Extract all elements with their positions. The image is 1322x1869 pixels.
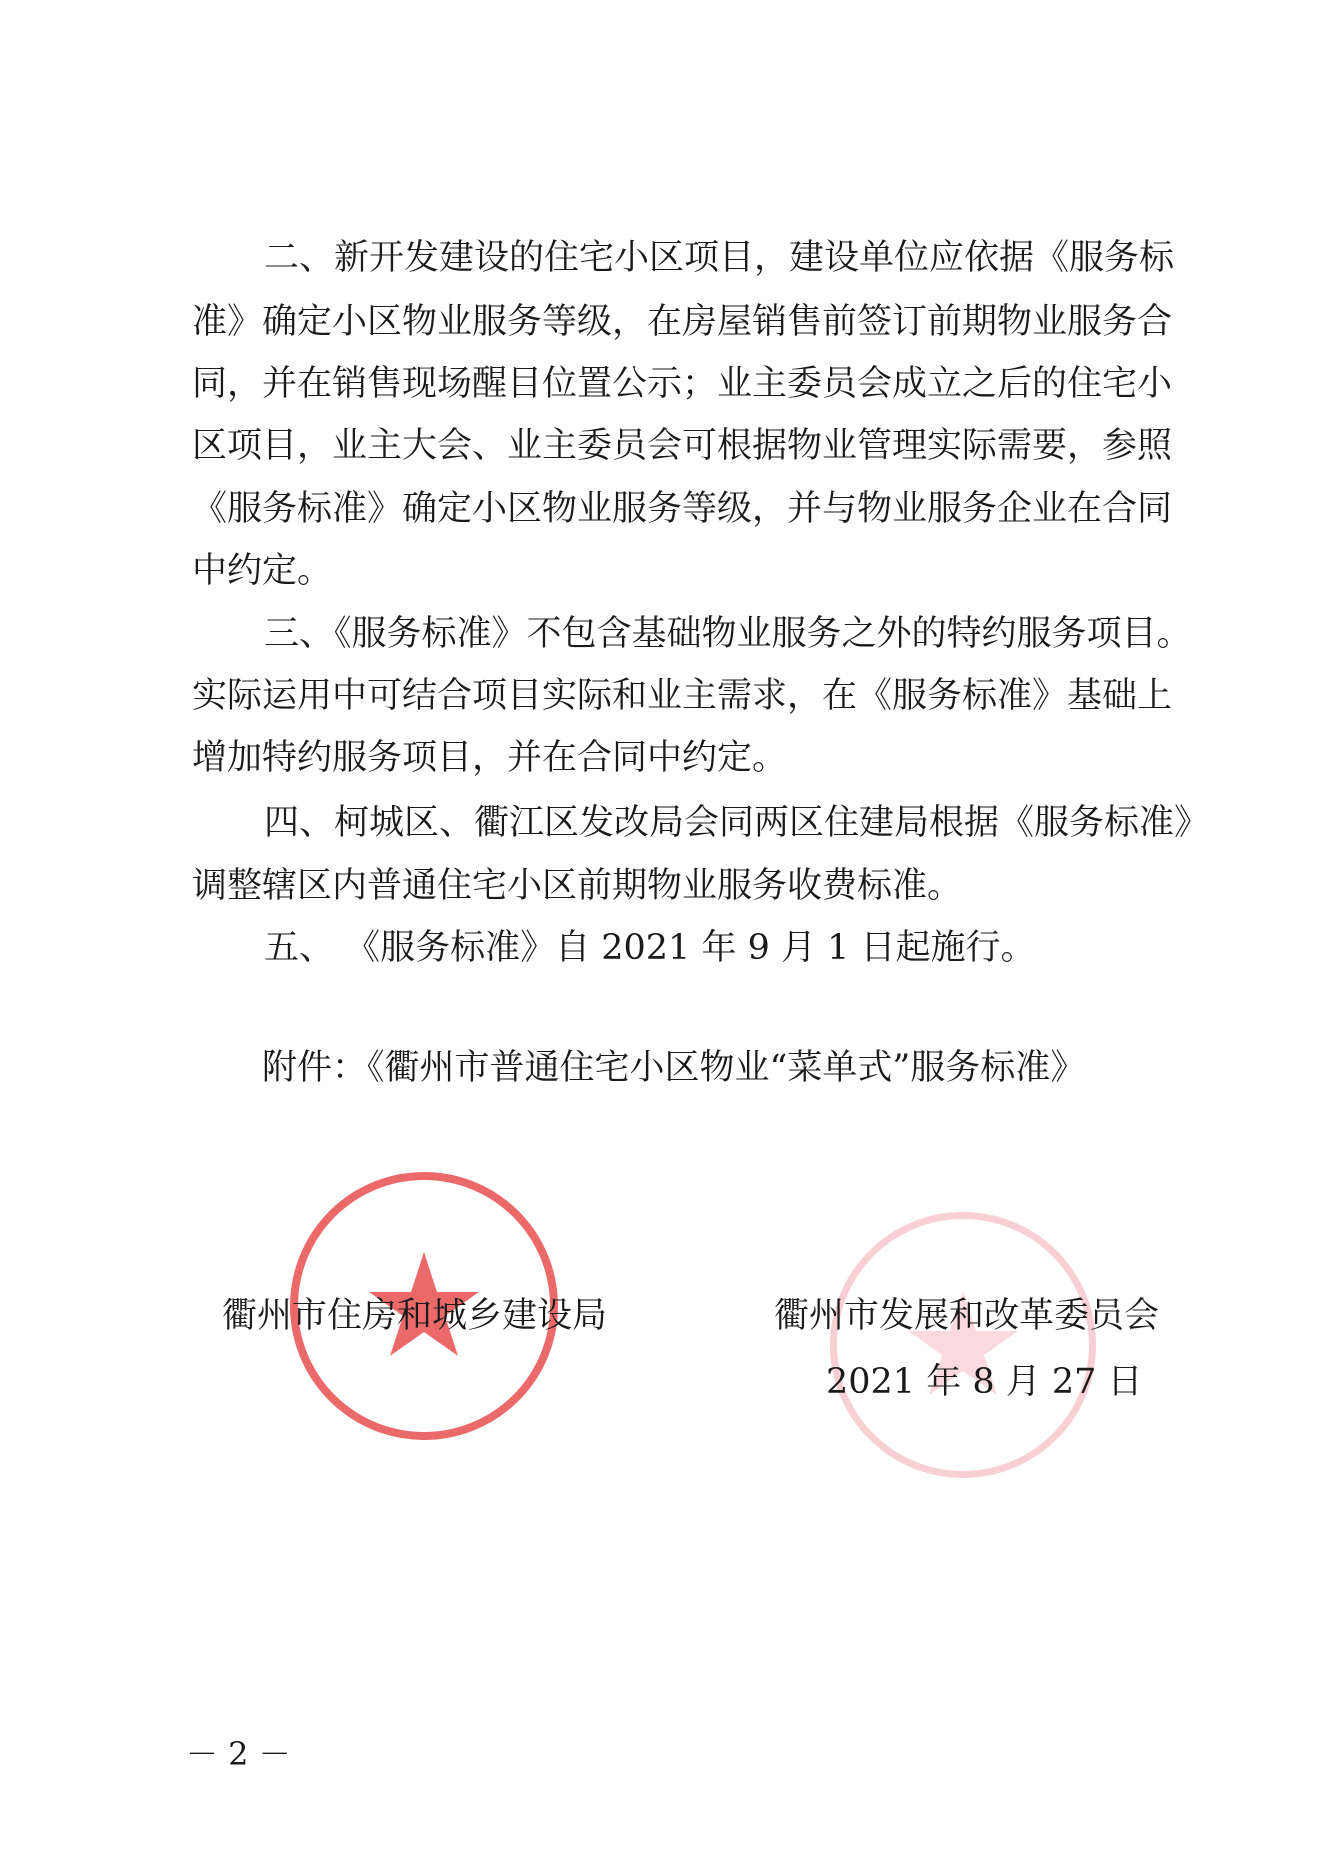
p4-l1: 调整辖区内普通住宅小区前期物业服务收费标准。: [192, 866, 963, 906]
p2-l0: 二、新开发建设的住宅小区项目，建设单位应依据《服务标: [264, 238, 1175, 278]
p2-l2: 同，并在销售现场醒目位置公示；业主委员会成立之后的住宅小: [192, 364, 1173, 404]
p2-l1: 准》确定小区物业服务等级，在房屋销售前签订前期物业服务合: [192, 302, 1173, 342]
attachment-line: 附件：《衢州市普通住宅小区物业“菜单式”服务标准》: [262, 1048, 1086, 1088]
p2-l3: 区项目，业主大会、业主委员会可根据物业管理实际需要，参照: [192, 426, 1173, 466]
p3-l1: 实际运用中可结合项目实际和业主需求，在《服务标准》基础上: [192, 676, 1173, 716]
p3-l0: 三、《服务标准》不包含基础物业服务之外的特约服务项目。: [264, 614, 1192, 654]
left-signature: 衢州市住房和城乡建设局: [222, 1296, 608, 1336]
signing-date: 2021 年 8 月 27 日: [826, 1362, 1143, 1402]
right-official-seal: [830, 1212, 1096, 1478]
p3-l2: 增加特约服务项目，并在合同中约定。: [192, 738, 788, 778]
page-number: － 2 －: [186, 1735, 291, 1773]
p2-l4: 《服务标准》确定小区物业服务等级，并与物业服务企业在合同: [192, 489, 1173, 529]
right-signature: 衢州市发展和改革委员会: [774, 1296, 1160, 1336]
p4-l0: 四、柯城区、衢江区发改局会同两区住建局根据《服务标准》: [264, 803, 1210, 843]
p5-l0: 五、 《服务标准》自 2021 年 9 月 1 日起施行。: [264, 928, 1036, 968]
p2-l5: 中约定。: [192, 551, 333, 591]
